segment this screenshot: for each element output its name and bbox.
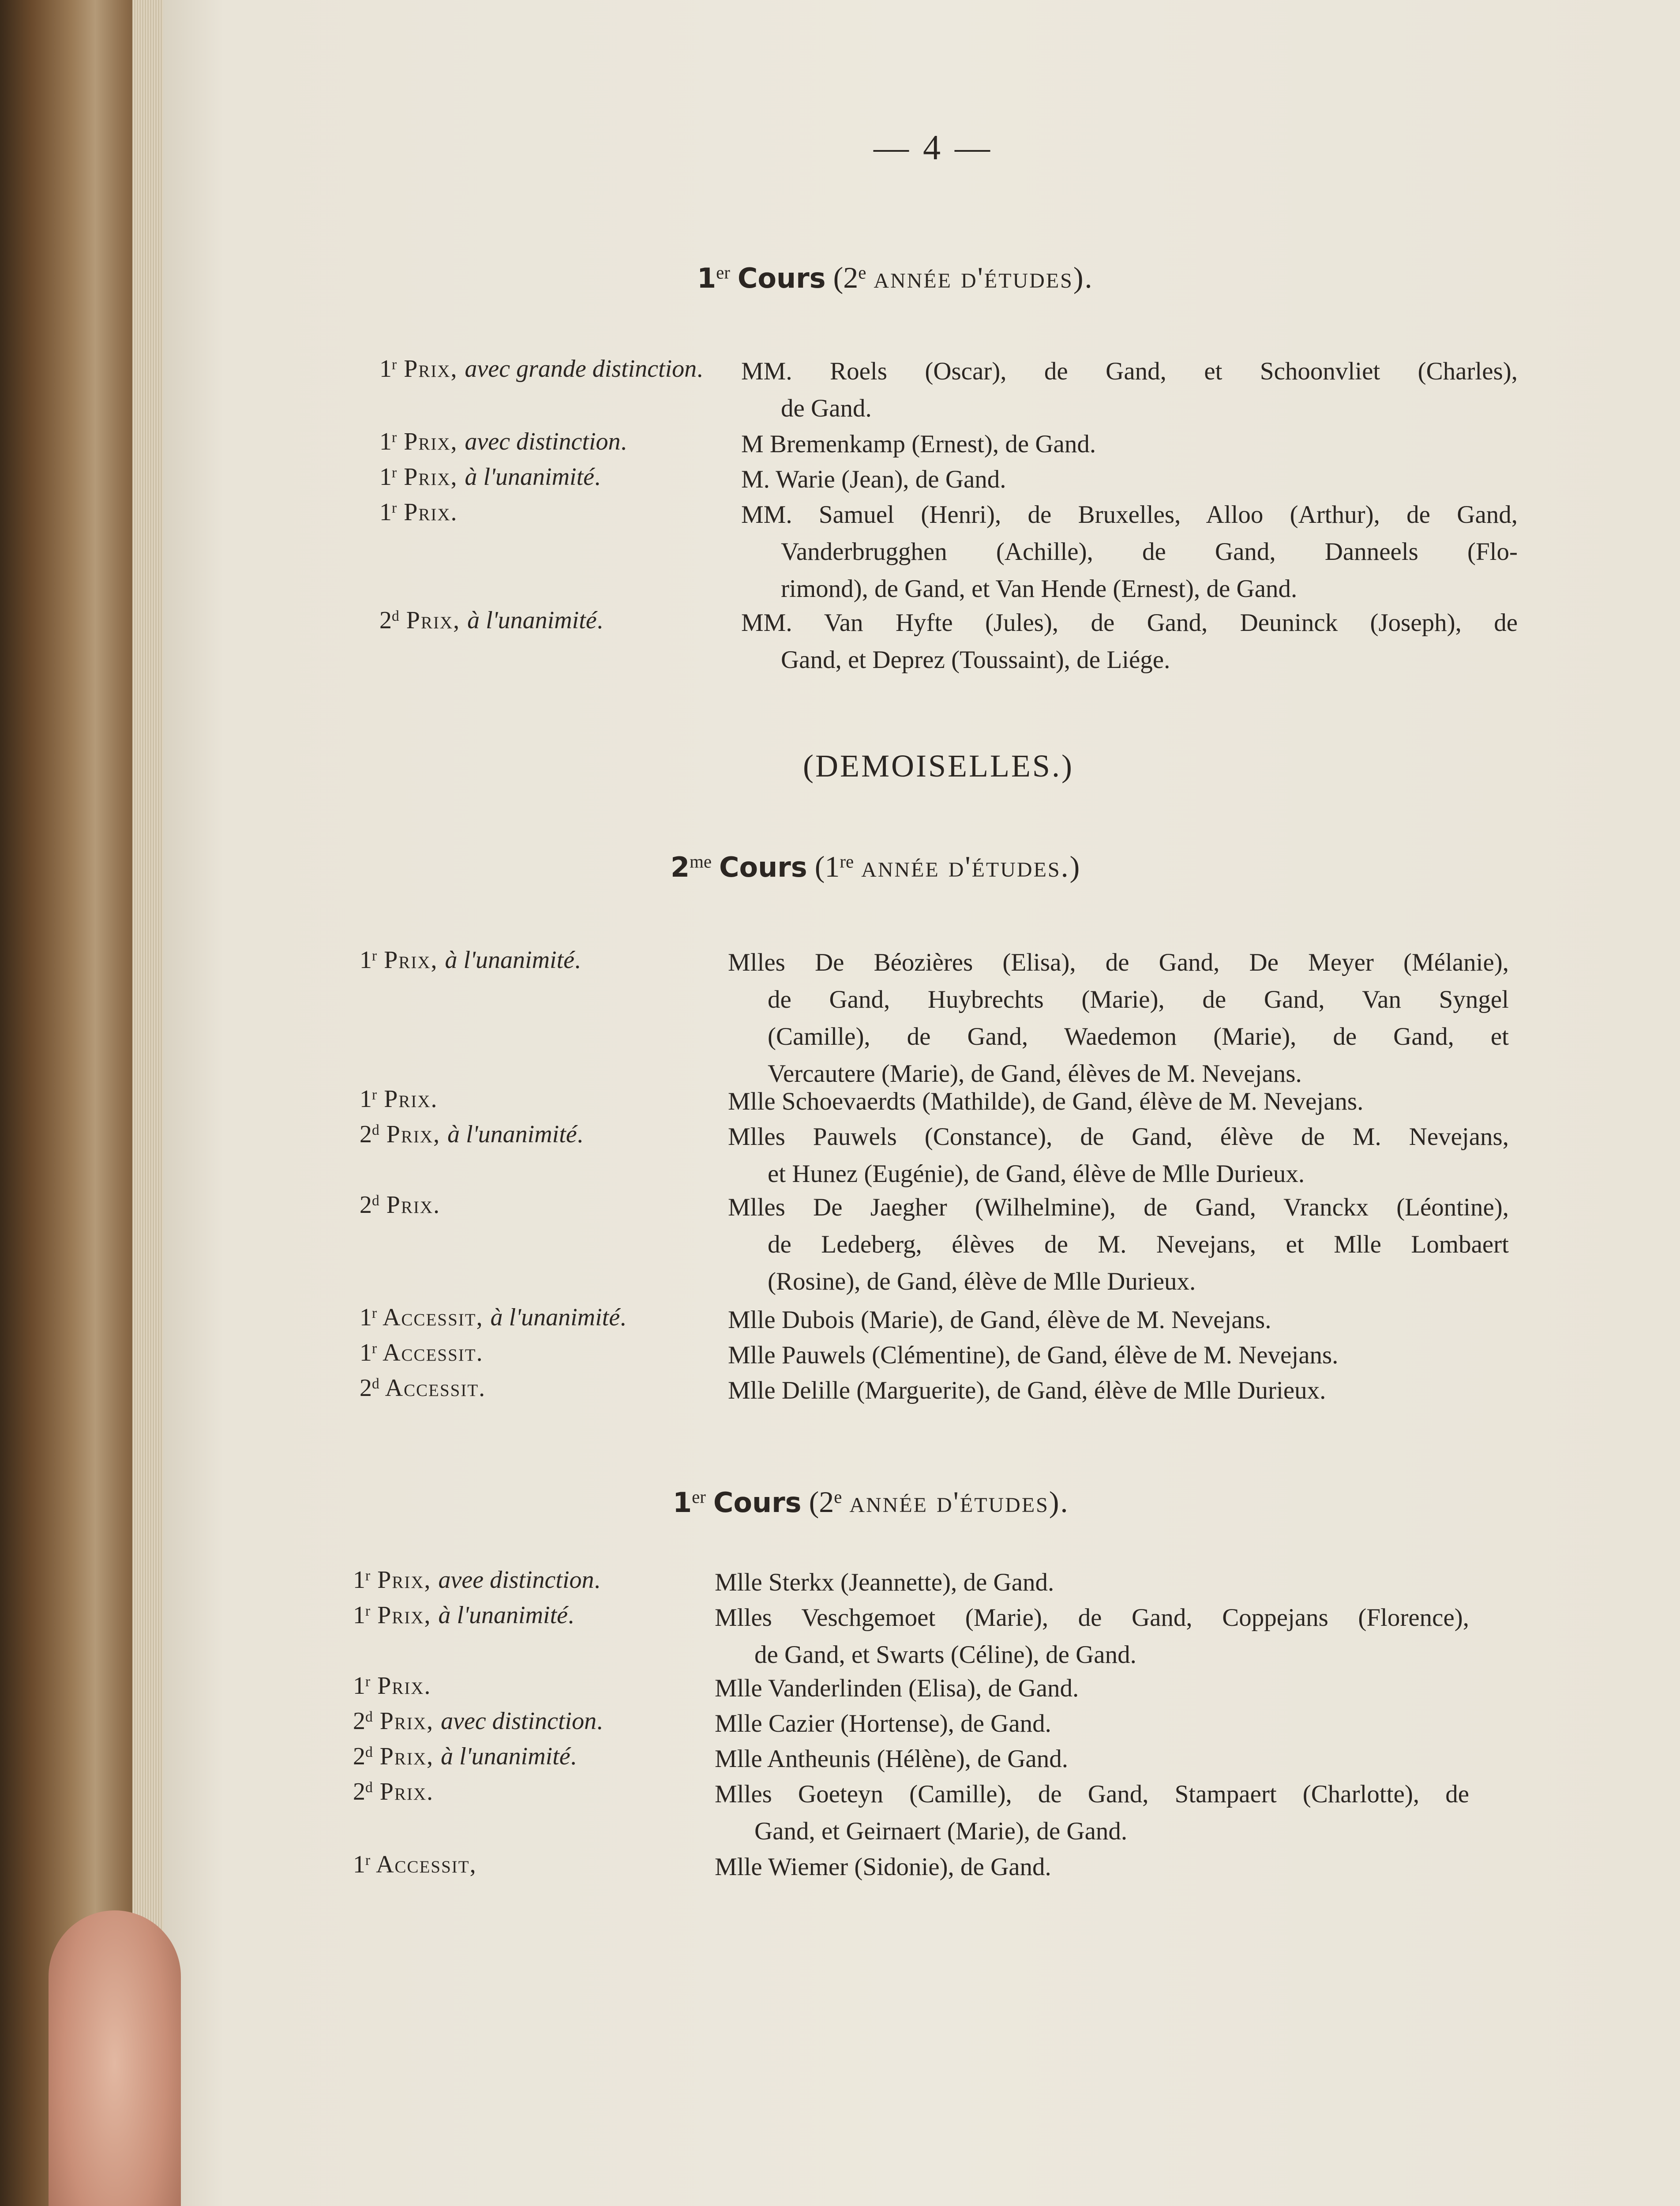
recipients (715, 1849, 1469, 1886)
recipients (728, 1189, 1509, 1300)
award-period: . (596, 607, 603, 634)
award-number: 1 (360, 1304, 372, 1331)
award-period: . (594, 1566, 600, 1594)
award-number: 2 (353, 1778, 365, 1805)
heading-num: 1 (673, 1486, 692, 1519)
award-number-sup: r (372, 1340, 377, 1357)
award-label (379, 606, 603, 634)
recipient-line: Mlles Veschgemoet (Marie), de Gand, Coppejans (Florence), (715, 1604, 1469, 1632)
recipient-line: Mlle Cazier (Hortense), de Gand. (715, 1710, 1051, 1737)
award-number-sup: d (365, 1709, 373, 1726)
award-number: 1 (379, 463, 392, 491)
recipient-line: MM. Samuel (Henri), de Bruxelles, Alloo (Arthur), de Gand, (741, 501, 1518, 529)
recipients (741, 461, 1518, 498)
award-number-sup: r (372, 1305, 377, 1322)
award-label (379, 498, 458, 526)
heading-rest: année d'études.) (861, 850, 1081, 883)
heading-num-sup: er (716, 263, 730, 283)
award-label (353, 1707, 603, 1735)
award-period: . (570, 1743, 577, 1770)
award-label (353, 1566, 600, 1594)
recipient-line: MM. Van Hyfte (Jules), de Gand, Deuninck (Joseph), de (741, 609, 1518, 637)
award-number: 1 (353, 1602, 365, 1629)
recipient-line: Mlles Goeteyn (Camille), de Gand, Stampaert (Charlotte), de (715, 1780, 1469, 1808)
award-number: 1 (353, 1851, 365, 1878)
heading-num: 2 (671, 851, 690, 883)
award-label (360, 946, 581, 974)
award-kind: Prix, (397, 428, 465, 455)
award-number: 1 (379, 499, 392, 526)
award-number: 1 (360, 1339, 372, 1366)
recipient-line: Mlle Dubois (Marie), de Gand, élève de M. Nevejans. (728, 1306, 1271, 1334)
recipient-line: Mlle Sterkx (Jeannette), de Gand. (715, 1568, 1054, 1596)
recipient-line: Mlles De Jaegher (Wilhelmine), de Gand, Vranckx (Léontine), (728, 1193, 1509, 1221)
recipients (728, 1337, 1509, 1374)
award-kind: Prix, (379, 1121, 448, 1148)
recipient-line: Mlle Antheunis (Hélène), de Gand. (715, 1745, 1068, 1773)
award-number-sup: d (365, 1779, 373, 1796)
award-kind: Accessit, (377, 1304, 491, 1331)
award-number-sup: r (365, 1852, 371, 1869)
award-period: . (574, 946, 581, 974)
recipients (715, 1776, 1469, 1850)
recipient-line: Mlles De Béozières (Elisa), de Gand, De Meyer (Mélanie), (728, 949, 1509, 976)
award-number: 1 (353, 1566, 365, 1594)
recipients (715, 1564, 1469, 1601)
award-number-sup: r (365, 1568, 371, 1584)
award-period: . (568, 1602, 574, 1629)
award-period: . (577, 1121, 583, 1148)
heading-paren: (2 (833, 261, 859, 294)
award-label (360, 1374, 486, 1402)
award-number-sup: r (365, 1603, 371, 1620)
award-qualifier: avec grande distinction (465, 355, 697, 383)
recipient-line: Mlles Pauwels (Constance), de Gand, élève de M. Nevejans, (728, 1123, 1509, 1151)
award-kind: Prix. (370, 1672, 431, 1700)
heading-word: Cours (737, 262, 826, 294)
heading-paren: (1 (814, 850, 840, 883)
award-kind: Prix, (397, 355, 465, 383)
award-qualifier: avee distinction (438, 1566, 594, 1594)
award-number: 1 (379, 428, 392, 455)
award-kind: Prix. (397, 499, 458, 526)
heading-sup: e (858, 263, 866, 283)
award-number-sup: d (372, 1193, 379, 1209)
award-kind: Accessit, (370, 1851, 477, 1878)
recipient-line: (Camille), de Gand, Waedemon (Marie), de Gand, et (768, 1023, 1509, 1050)
recipient-line: et Hunez (Eugénie), de Gand, élève de Mlle Durieux. (768, 1160, 1305, 1188)
award-number-sup: r (372, 948, 377, 964)
award-number-sup: r (392, 500, 397, 517)
award-label (379, 428, 627, 456)
recipient-line: M. Warie (Jean), de Gand. (741, 465, 1006, 493)
heading-num-sup: me (690, 852, 712, 872)
award-kind: Prix. (372, 1778, 434, 1805)
award-number-sup: r (392, 356, 397, 373)
recipient-line: Vanderbrugghen (Achille), de Gand, Danneels (Flo- (781, 538, 1518, 566)
award-number: 2 (360, 1121, 372, 1148)
award-number-sup: r (392, 465, 397, 481)
recipients (715, 1599, 1469, 1673)
recipient-line: Mlle Wiemer (Sidonie), de Gand. (715, 1853, 1051, 1881)
recipients (741, 353, 1518, 427)
award-number: 2 (360, 1374, 372, 1402)
recipient-line: de Gand, Huybrechts (Marie), de Gand, Van Syngel (768, 986, 1509, 1013)
award-number: 2 (353, 1707, 365, 1735)
section3-heading (673, 1485, 1069, 1519)
award-label (360, 1303, 626, 1332)
award-label (360, 1339, 484, 1367)
award-qualifier: avec distinction (465, 428, 621, 455)
recipients (741, 604, 1518, 679)
award-kind: Prix, (372, 1743, 441, 1770)
recipient-line: Mlle Pauwels (Clémentine), de Gand, élève de M. Nevejans. (728, 1341, 1339, 1369)
recipients (728, 1372, 1509, 1409)
award-kind: Prix. (377, 1085, 438, 1113)
award-label (353, 1601, 574, 1629)
award-number: 1 (353, 1672, 365, 1700)
award-label (360, 1085, 438, 1113)
recipient-line: de Ledeberg, élèves de M. Nevejans, et Mlle Lombaert (768, 1231, 1509, 1258)
recipients (728, 1118, 1509, 1193)
recipient-line: Mlle Schoevaerdts (Mathilde), de Gand, élève de M. Nevejans. (728, 1088, 1364, 1115)
heading-rest: année d'études). (874, 261, 1094, 294)
award-kind: Prix, (377, 946, 445, 974)
award-period: . (596, 1707, 603, 1735)
award-number: 2 (379, 607, 392, 634)
heading-paren: (2 (809, 1485, 834, 1519)
award-number-sup: r (365, 1673, 371, 1690)
recipient-line: Gand, et Deprez (Toussaint), de Liége. (781, 646, 1170, 674)
demoiselles-title: (DEMOISELLES.) (803, 748, 1074, 784)
recipient-line: de Gand. (781, 394, 872, 422)
recipients (715, 1670, 1469, 1707)
section1-heading (697, 260, 1094, 295)
award-kind: Prix, (397, 463, 465, 491)
page-number: — 4 — (874, 128, 993, 167)
award-label (353, 1742, 577, 1771)
award-number: 1 (379, 355, 392, 383)
recipients (715, 1741, 1469, 1778)
award-qualifier: à l'unanimité (465, 463, 595, 491)
award-label (353, 1850, 477, 1879)
heading-num-sup: er (692, 1487, 706, 1507)
award-qualifier: à l'unanimité (441, 1743, 570, 1770)
award-kind: Prix, (370, 1602, 439, 1629)
heading-sup: e (834, 1487, 842, 1507)
heading-word: Cours (713, 1486, 802, 1519)
award-number-sup: d (372, 1122, 379, 1139)
award-label (360, 1191, 440, 1219)
recipient-line: Mlle Delille (Marguerite), de Gand, élève de Mlle Durieux. (728, 1377, 1326, 1404)
award-number-sup: d (372, 1376, 379, 1392)
recipient-line: Vercautere (Marie), de Gand, élèves de M. Nevejans. (768, 1060, 1302, 1088)
section2-heading (671, 849, 1081, 884)
recipients (741, 426, 1518, 463)
award-number: 2 (353, 1743, 365, 1770)
award-label (379, 355, 703, 383)
recipient-line: MM. Roels (Oscar), de Gand, et Schoonvliet (Charles), (741, 357, 1518, 385)
award-period: . (620, 428, 627, 455)
recipient-line: M Bremenkamp (Ernest), de Gand. (741, 430, 1096, 458)
award-period: . (594, 463, 601, 491)
award-qualifier: à l'unanimité (447, 1121, 577, 1148)
award-kind: Accessit. (379, 1374, 486, 1402)
heading-rest: année d'études). (849, 1485, 1069, 1519)
recipient-line: Mlle Vanderlinden (Elisa), de Gand. (715, 1674, 1079, 1702)
recipients (728, 1083, 1509, 1120)
recipient-line: de Gand, et Swarts (Céline), de Gand. (754, 1641, 1136, 1669)
recipients (728, 1302, 1509, 1339)
heading-word: Cours (719, 851, 807, 883)
award-qualifier: à l'unanimité (438, 1602, 568, 1629)
award-number-sup: r (372, 1087, 377, 1103)
award-number-sup: d (365, 1744, 373, 1761)
award-kind: Accessit. (377, 1339, 484, 1366)
award-label (379, 463, 600, 491)
award-number-sup: d (392, 608, 399, 625)
recipient-line: (Rosine), de Gand, élève de Mlle Durieux. (768, 1268, 1196, 1295)
award-qualifier: à l'unanimité (490, 1304, 620, 1331)
award-label (360, 1120, 583, 1148)
award-qualifier: à l'unanimité (445, 946, 575, 974)
recipient-line: Gand, et Geirnaert (Marie), de Gand. (754, 1817, 1128, 1845)
award-label (353, 1778, 434, 1806)
award-period: . (620, 1304, 626, 1331)
award-label (353, 1672, 431, 1700)
heading-num: 1 (697, 262, 716, 294)
heading-sup: re (840, 852, 854, 872)
recipients (715, 1705, 1469, 1742)
award-number: 1 (360, 946, 372, 974)
award-number: 1 (360, 1085, 372, 1113)
award-qualifier: avec distinction (441, 1707, 597, 1735)
award-kind: Prix, (399, 607, 468, 634)
recipients (728, 944, 1509, 1092)
award-number: 2 (360, 1191, 372, 1219)
award-qualifier: à l'unanimité (467, 607, 597, 634)
award-kind: Prix, (372, 1707, 441, 1735)
recipient-line: rimond), de Gand, et Van Hende (Ernest), de Gand. (781, 575, 1298, 603)
award-number-sup: r (392, 429, 397, 446)
award-period: . (697, 355, 703, 383)
award-kind: Prix, (370, 1566, 439, 1594)
award-kind: Prix. (379, 1191, 441, 1219)
recipients (741, 496, 1518, 608)
